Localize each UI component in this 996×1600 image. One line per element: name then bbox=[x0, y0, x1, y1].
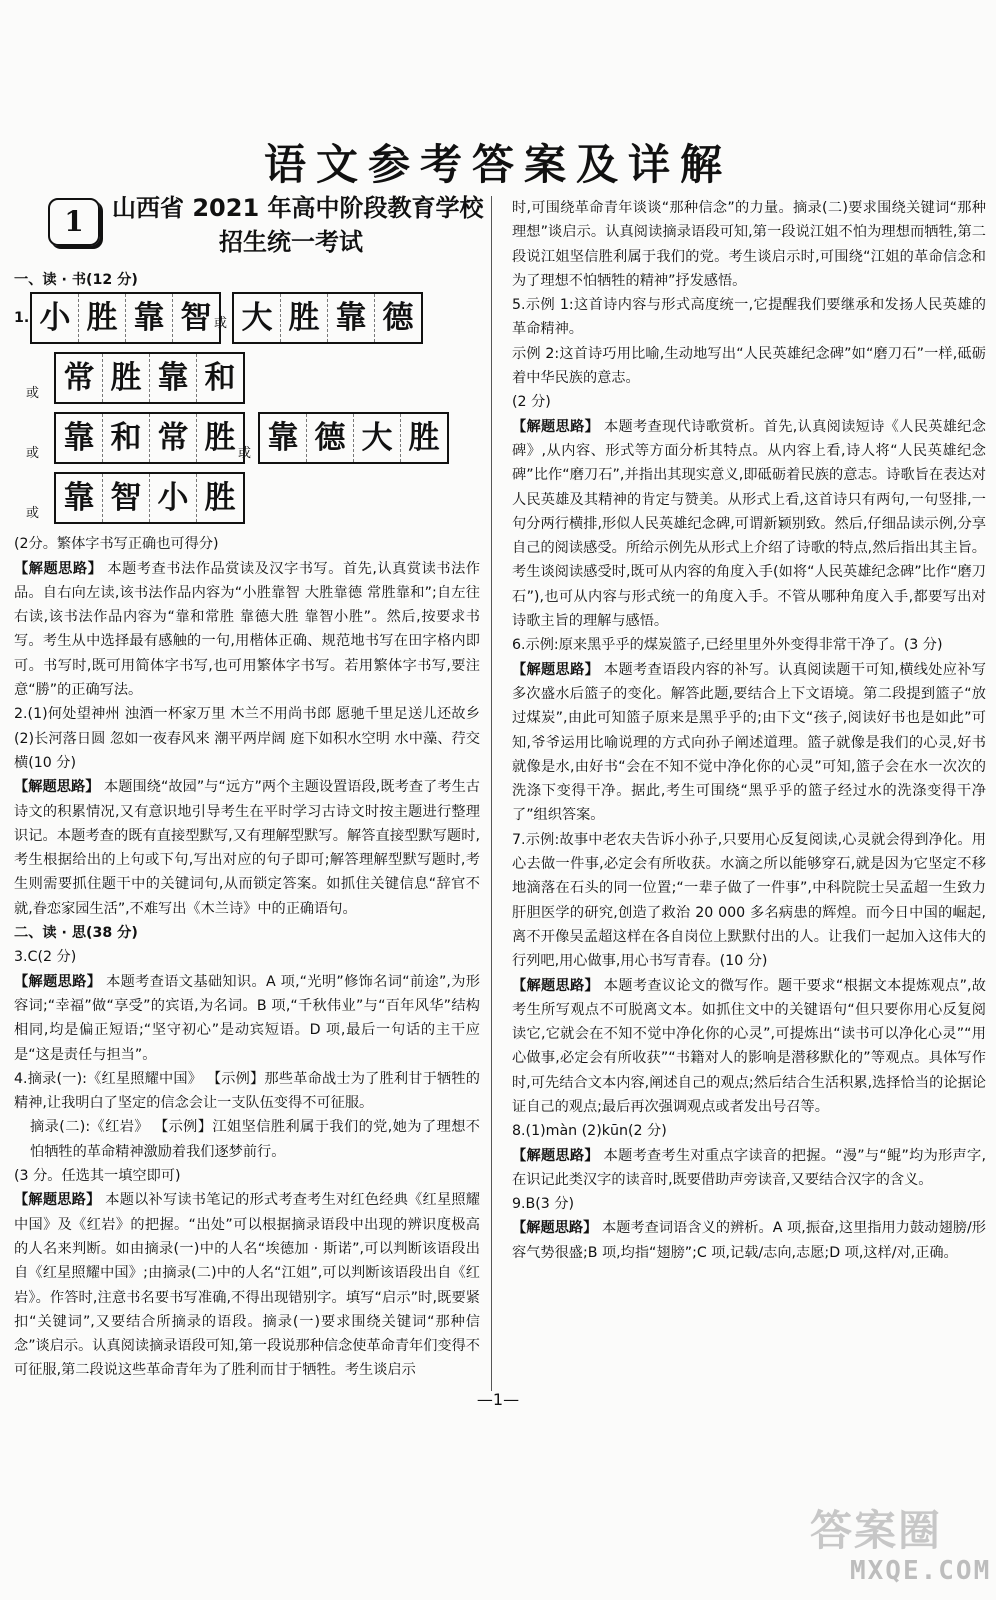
right-column bbox=[512, 196, 986, 1265]
analysis-text: 本题考查词语含义的辨析。A 项,振奋,这里指用力鼓动翅膀/形容气势很盛;B 项,均指“翅膀”;C 项,记载/志向,志愿;D 项,这样/对,正确。 bbox=[512, 1220, 986, 1261]
analysis-text: 本题考查现代诗歌赏析。首先,认真阅读短诗《人民英雄纪念碑》,从内容、形式等方面分析其特点。从内容上看,诗人将“人民英雄纪念碑”比作“磨刀石”,并指出其现实意义,即砥砺着民族的意志。诗歌旨在表达对人民英雄及其精神的肯定与赞美。从形式上看,这首诗只有两句,一句竖排,一句分两行横排,形似人民英雄纪念碑,可谓新颖别致。然后,仔细品读示例,分享自己的阅读感受。所给示例先从形式上介绍了诗歌的特点,然后指出其主旨。考生谈阅读感受时,既可从内容的角度入手(如将“人民英雄纪念碑”比作“磨刀石”),也可从内容与形式统一的角度入手。不管从哪种角度入手,都要写出对诗歌主旨的理解与感悟。 bbox=[512, 418, 986, 630]
exam-number-badge: 1 bbox=[48, 198, 100, 246]
analysis-tag: 【解题思路】 bbox=[14, 779, 100, 796]
section-heading-2: 二、读 · 思(38 分) bbox=[14, 925, 138, 942]
grid-char: 常 bbox=[56, 354, 103, 402]
analysis-tag: 【解题思路】 bbox=[512, 1147, 599, 1164]
grid-char: 靠 bbox=[126, 294, 173, 342]
exam-header bbox=[14, 194, 484, 266]
analysis-tag: 【解题思路】 bbox=[512, 418, 600, 435]
or-connector: 或 bbox=[238, 446, 252, 462]
logo-main-text: 答案圈 bbox=[810, 1506, 943, 1555]
analysis-tag: 【解题思路】 bbox=[512, 977, 600, 994]
grid-char: 靠 bbox=[328, 294, 375, 342]
q4-analysis-continued: 时,可围绕革命青年谈谈“那种信念”的力量。摘录(二)要求围绕关键词“那种理想”谈启示。认真阅读摘录语段可知,第一段说江姐不怕为理想而牺牲,第二段说江姐坚信胜利属于我们的党。考生谈启示时,可围绕“江姐的革命信念和为了理想不怕牺牲的精神”抒发感悟。 bbox=[512, 200, 986, 289]
grid-row-3 bbox=[14, 412, 480, 472]
page-title: 语文参考答案及详解 bbox=[263, 140, 732, 189]
grid-char: 胜 bbox=[79, 294, 126, 342]
tianzige-grid-5 bbox=[258, 412, 449, 464]
q6-analysis bbox=[512, 658, 986, 828]
analysis-text: 本题考查语段内容的补写。认真阅读题干可知,横线处应补写多次盛水后篮子的变化。解答此题,要结合上下文语境。第二段提到篮子“放过煤炭”,由此可知篮子原来是黑乎乎的;由下文“孩子,阅读好书也是如此”可知,爷爷运用比喻说理的方式向孙子阐述道理。篮子就像是我们的心灵,好书就像是水,由好书“会在不知不觉中净化你的心灵”可知,篮子会在水一次次的洗涤下变得干净。据此,考生可围绕“黑乎乎的篮子经过水的洗涤变得干净了”组织答案。 bbox=[512, 661, 986, 824]
question-number: 1. bbox=[14, 310, 30, 327]
grid-char: 胜 bbox=[103, 354, 150, 402]
analysis-text: 本题考查语文基础知识。A 项,“光明”修饰名词“前途”,为形容词;“幸福”做“享受”的宾语,为名词。B 项,“千秋伟业”与“百年风华”结构相同,均是偏正短语;“坚守初心”是动宾短语。D 项,最后一句话的主干应是“这是责任与担当”。 bbox=[14, 973, 480, 1063]
grid-char: 和 bbox=[103, 414, 150, 462]
q9-answer: 9.B(3 分) bbox=[512, 1196, 575, 1213]
analysis-tag: 【解题思路】 bbox=[14, 560, 103, 577]
grid-char: 和 bbox=[204, 360, 236, 397]
column-divider bbox=[491, 196, 492, 1391]
grid-char: 小 bbox=[32, 294, 79, 342]
grid-char: 胜 bbox=[281, 294, 328, 342]
grid-char: 德 bbox=[382, 300, 414, 337]
grid-char: 智 bbox=[180, 300, 212, 337]
q9-analysis bbox=[512, 1216, 986, 1265]
analysis-text: 本题围绕“故园”与“远方”两个主题设置语段,既考查了考生古诗文的积累情况,又有意识地引导考生在平时学习古诗文时按主题进行整理识记。本题考查的既有直接型默写,又有理解型默写。解答直接型默写题时,考生根据给出的上句或下句,写出对应的句子即可;解答理解型默写题时,考生则需要抓住题干中的关键词句,从而锁定答案。如抓住关键信息“辞官不就,眷恋家园生活”,不难写出《木兰诗》中的正确语句。 bbox=[14, 779, 480, 917]
logo-site-text: MXQE.COM bbox=[850, 1556, 992, 1586]
grid-char: 小 bbox=[150, 474, 197, 522]
or-connector: 或 bbox=[26, 506, 40, 522]
analysis-tag: 【解题思路】 bbox=[14, 1192, 101, 1209]
tianzige-grid-4 bbox=[54, 412, 245, 464]
or-connector: 或 bbox=[26, 386, 40, 402]
grid-char: 胜 bbox=[204, 420, 236, 457]
analysis-tag: 【解题思路】 bbox=[14, 973, 102, 990]
or-connector: 或 bbox=[214, 316, 228, 332]
page-number: —1— bbox=[476, 1390, 520, 1409]
grid-char: 德 bbox=[307, 414, 354, 462]
or-connector: 或 bbox=[26, 446, 40, 462]
section-heading-1: 一、读 · 书(12 分) bbox=[14, 272, 138, 288]
q5-answer-2: 示例 2:这首诗巧用比喻,生动地写出“人民英雄纪念碑”如“磨刀石”一样,砥砺着中华民族的意志。 bbox=[512, 345, 986, 387]
tianzige-grid-2 bbox=[232, 292, 423, 344]
q2-analysis bbox=[14, 775, 480, 921]
q1-analysis bbox=[14, 557, 480, 703]
q2-answer: 2.(1)何处望神州 浊酒一杯家万里 木兰不用尚书郎 愿驰千里足送儿还故乡 (2)长河落日圆 忽如一夜春风来 潮平两岸阔 庭下如积水空明 水中藻、荇交横(10 分) bbox=[14, 706, 480, 771]
analysis-text: 本题以补写读书笔记的形式考查考生对红色经典《红星照耀中国》及《红岩》的把握。“出处”可以根据摘录语段中出现的辨识度极高的人名来判断。如由摘录(一)中的人名“埃德加 · 斯诺”,可以判断该语段出自《红星照耀中国》;由摘录(二)中的人名“江姐”,可以判断该语段出自《红岩》。作答时,注意书名要书写准确,不得出现错别字。填写“启示”时,既要紧扣“关键词”,又要结合所摘录的语段。摘录(一)要求围绕关键词“那种信念”谈启示。认真阅读摘录语段可知,第一段说那种信念使革命青年们变得不可征服,第二段说这些革命青年为了胜利而甘于牺牲。考生谈启示 bbox=[14, 1192, 480, 1379]
q6-answer: 6.示例:原来黑乎乎的煤炭篮子,已经里里外外变得非常干净了。(3 分) bbox=[512, 637, 943, 654]
tianzige-grid-3 bbox=[54, 352, 245, 404]
q4-note: (3 分。任选其一填空即可) bbox=[14, 1168, 181, 1185]
q7-answer: 7.示例:故事中老农夫告诉小孙子,只要用心反复阅读,心灵就会得到净化。用心去做一件事,必定会有所收获。水滴之所以能够穿石,就是因为它坚定不移地滴落在石头的同一位置;“一辈子做了一件事”,中科院院士吴孟超一生致力肝胆医学的研究,创造了救治 20 000 多名病患的辉煌。而今日中国的崛起,离不开像吴孟超这样在各自岗位上默默付出的人。让我们一起加入这伟大的行列吧,用心做事,用心书写青春。(10 分) bbox=[512, 831, 986, 970]
grid-char: 智 bbox=[103, 474, 150, 522]
grid-char: 常 bbox=[150, 414, 197, 462]
q5-analysis bbox=[512, 415, 986, 634]
grid-char: 靠 bbox=[260, 414, 307, 462]
q7-analysis bbox=[512, 974, 986, 1120]
analysis-text: 本题考查议论文的微写作。题干要求“根据文本提炼观点”,故考生所写观点不可脱离文本。如抓住文中的关键语句“但只要你用心反复阅读它,它就会在不知不觉中净化你的心灵”,可提炼出“读书可以净化心灵”“用心做事,必定会有所收获”“书籍对人的影响是潜移默化的”等观点。具体写作时,可先结合文本内容,阐述自己的观点;然后结合生活积累,选择恰当的论据论证自己的观点;最后再次强调观点或者发出号召等。 bbox=[512, 977, 986, 1115]
q5-note: (2 分) bbox=[512, 394, 551, 411]
grid-char: 靠 bbox=[56, 474, 103, 522]
q8-analysis bbox=[512, 1144, 986, 1193]
q8-answer: 8.(1)màn (2)kūn(2 分) bbox=[512, 1123, 667, 1140]
q5-answer-1: 5.示例 1:这首诗内容与形式高度统一,它提醒我们要继承和发扬人民英雄的革命精神。 bbox=[512, 297, 986, 338]
q1-note: (2分。繁体字书写正确也可得分) bbox=[14, 536, 219, 553]
grid-row-4 bbox=[14, 472, 480, 532]
analysis-tag: 【解题思路】 bbox=[512, 661, 600, 678]
tianzige-grid-6 bbox=[54, 472, 245, 524]
grid-char: 胜 bbox=[204, 480, 236, 517]
analysis-text: 本题考查考生对重点字读音的把握。“漫”与“鲲”均为形声字,在识记此类汉字的读音时,既要借助声旁读音,又要结合汉字的含义。 bbox=[512, 1147, 986, 1188]
analysis-text: 本题考查书法作品赏读及汉字书写。首先,认真赏读书法作品。自右向左读,该书法作品内容为“小胜靠智 大胜靠德 常胜靠和”;自左往右读,该书法作品内容为“靠和常胜 靠德大胜 靠智小胜”。然后,按要求书写。考生从中选择最有感触的一句,用楷体正确、规范地书写在田字格内即可。书写时,既可用简体字书写,也可用繁体字书写。若用繁体字书写,要注意“勝”的正确写法。 bbox=[14, 560, 480, 699]
q4-analysis bbox=[14, 1188, 480, 1382]
analysis-tag: 【解题思路】 bbox=[512, 1220, 598, 1237]
grid-char: 大 bbox=[354, 414, 401, 462]
exam-title-line2: 招生统一考试 bbox=[219, 228, 363, 256]
grid-char: 大 bbox=[234, 294, 281, 342]
exam-title-line1: 山西省 2021 年高中阶段教育学校 bbox=[112, 194, 484, 222]
grid-char: 靠 bbox=[56, 414, 103, 462]
watermark-logo bbox=[810, 1498, 992, 1590]
calligraphy-grids bbox=[14, 292, 480, 532]
grid-row-1 bbox=[14, 292, 480, 352]
left-column bbox=[14, 194, 484, 1383]
q4-answer-2: 摘录(二):《红岩》 【示例】江姐坚信胜利属于我们的党,她为了理想不怕牺牲的革命精神激励着我们逐梦前行。 bbox=[30, 1119, 480, 1160]
tianzige-grid-1 bbox=[30, 292, 221, 344]
q4-answer-1: 4.摘录(一):《红星照耀中国》 【示例】那些革命战士为了胜利甘于牺牲的精神,让我明白了坚定的信念会让一支队伍变得不可征服。 bbox=[14, 1070, 480, 1112]
q3-answer: 3.C(2 分) bbox=[14, 949, 77, 966]
grid-char: 靠 bbox=[150, 354, 197, 402]
q3-analysis bbox=[14, 970, 480, 1067]
grid-row-2 bbox=[14, 352, 480, 412]
grid-char: 胜 bbox=[408, 420, 440, 457]
